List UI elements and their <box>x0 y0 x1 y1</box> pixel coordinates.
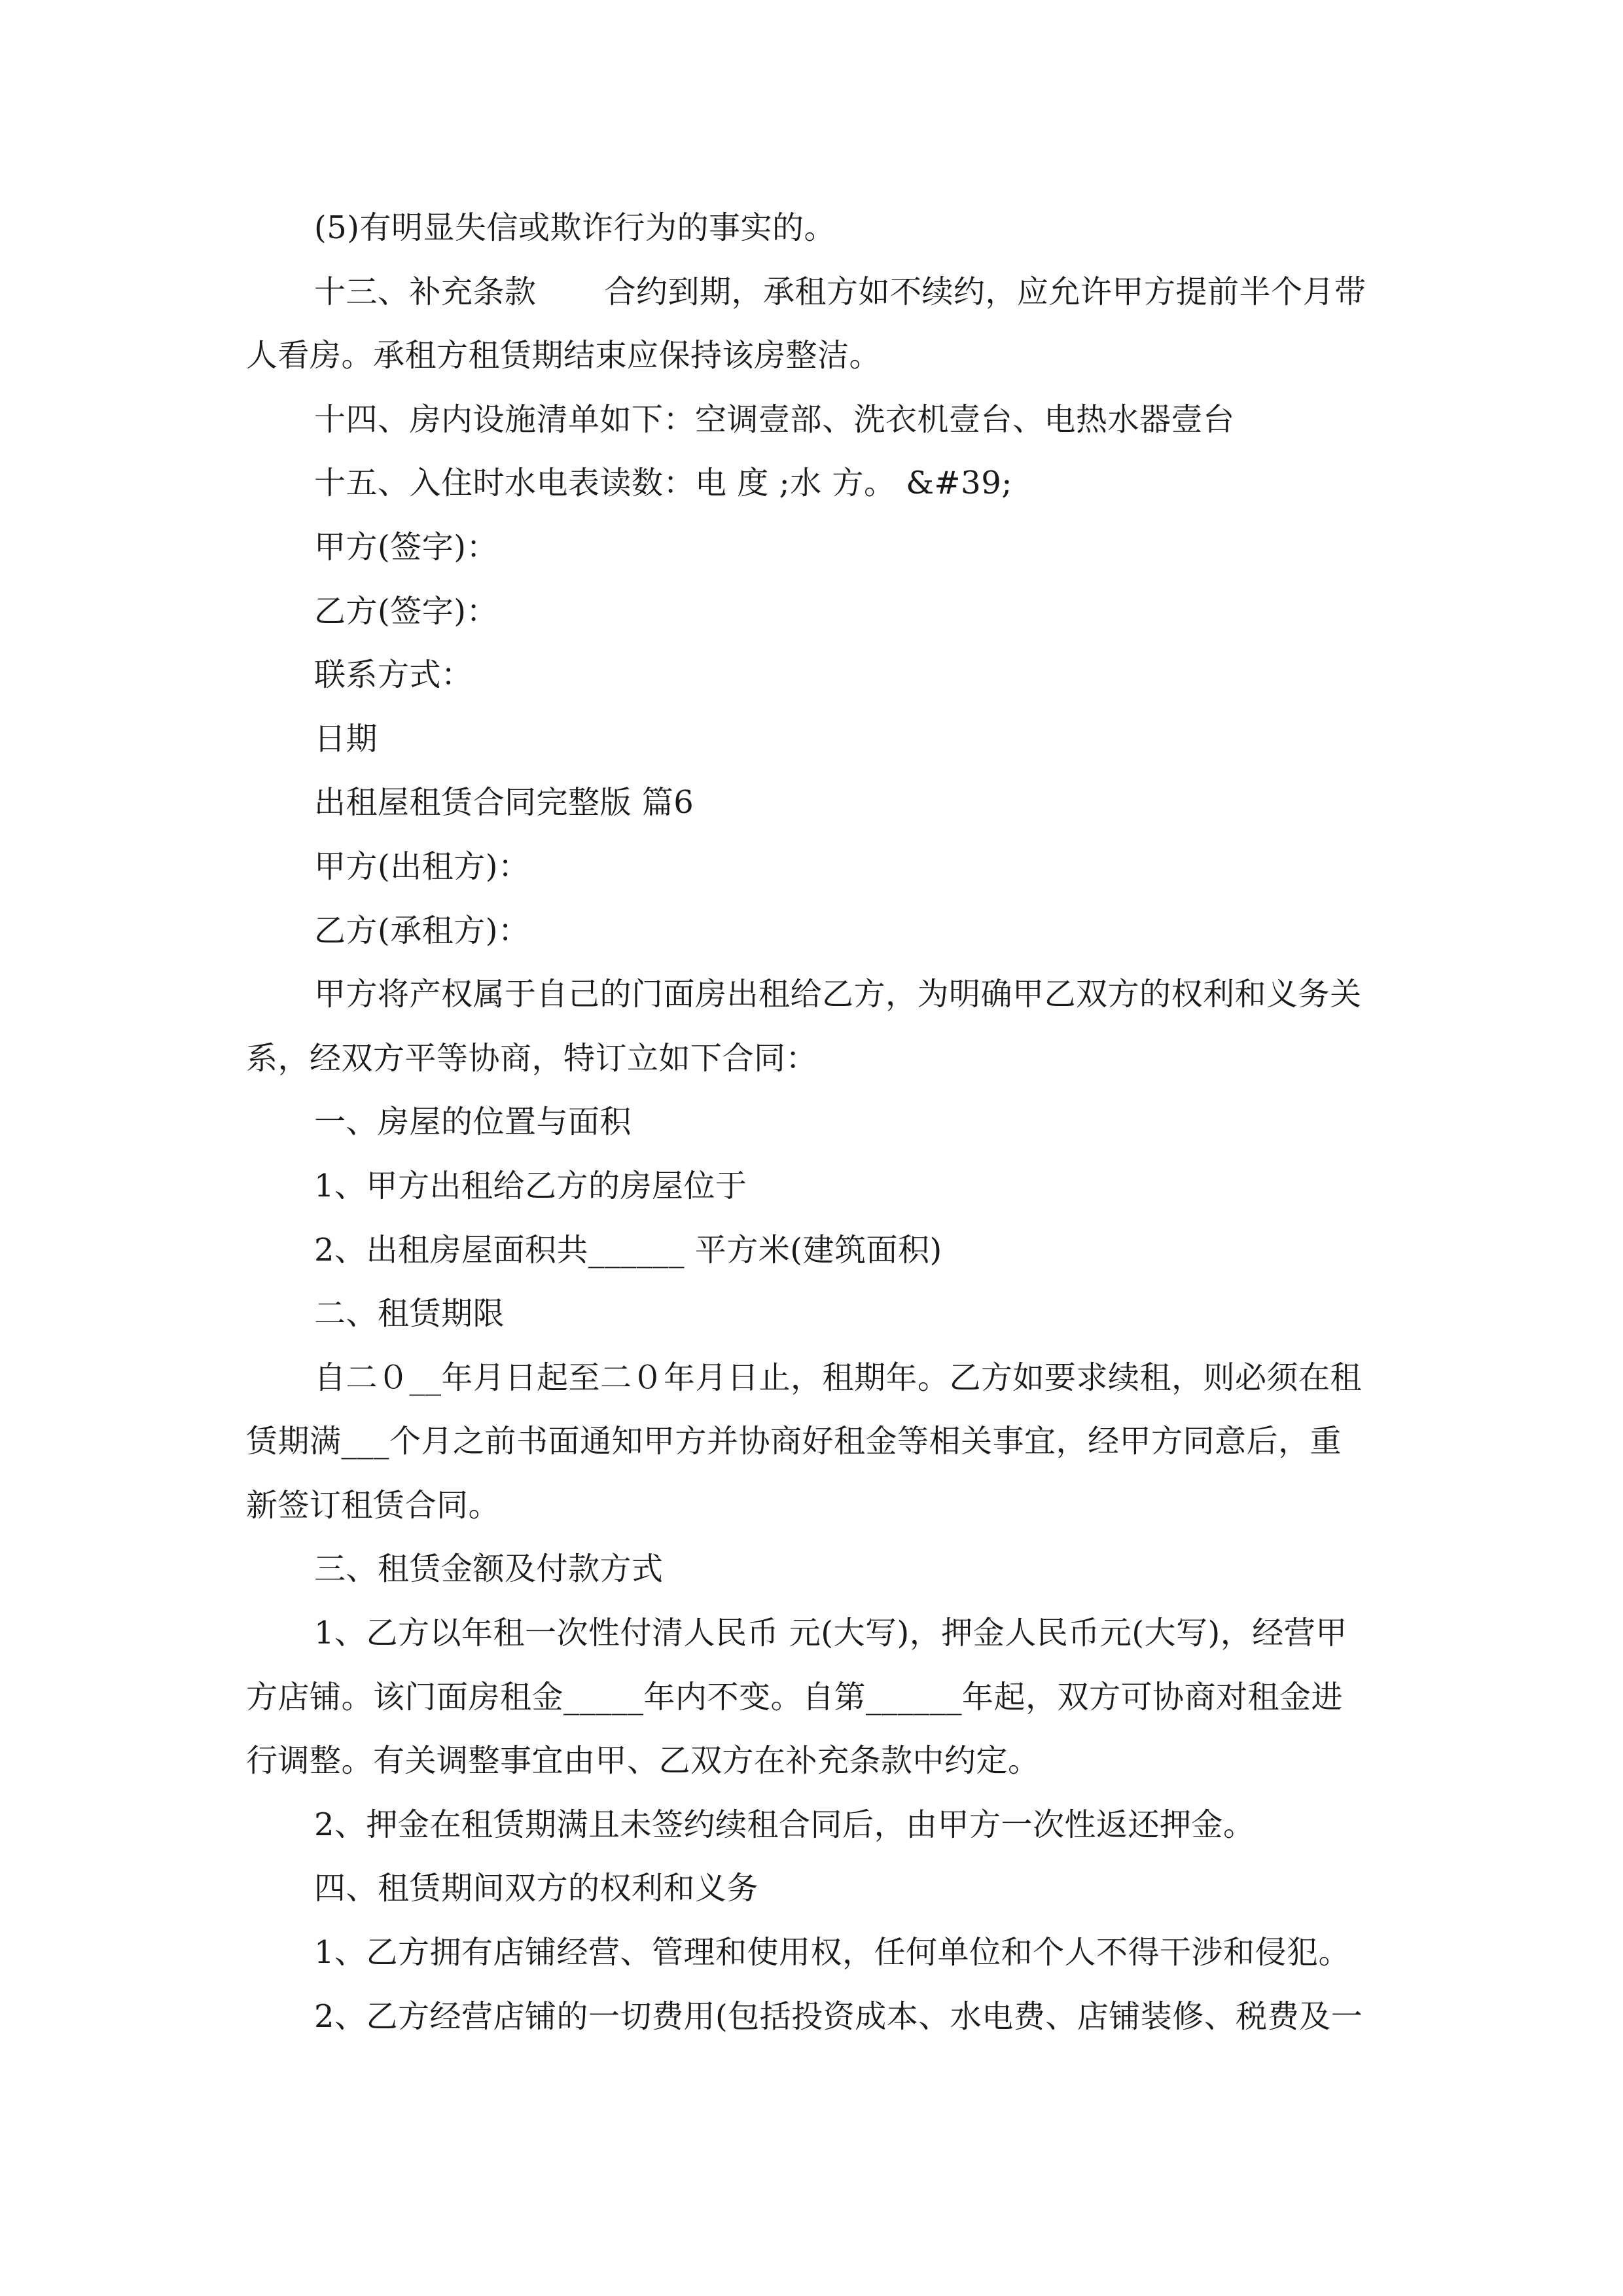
clause-13-heading: 十三、补充条款 <box>314 273 537 310</box>
paragraph-line: (5)有明显失信或欺诈行为的事实的。 <box>314 209 836 246</box>
paragraph-line: 人看房。承租方租赁期结束应保持该房整洁。 <box>246 337 882 374</box>
contact-info: 联系方式： <box>314 656 473 694</box>
clause-13-line <box>246 260 1385 325</box>
paragraph-line: 十五、入住时水电表读数：电 度 ;水 方。 &#39; <box>314 465 1012 502</box>
paragraph-line: 2、押金在租赁期满且未签约续租合同后，由甲方一次性返还押金。 <box>314 1806 1255 1843</box>
paragraph-line: 方店铺。该门面房租金_____年内不变。自第______年起，双方可协商对租金进 <box>246 1678 1344 1715</box>
date-label: 日期 <box>314 720 378 757</box>
paragraph-line: 十四、房内设施清单如下：空调壹部、洗衣机壹台、电热水器壹台 <box>314 401 1235 438</box>
paragraph-line: 1、甲方出租给乙方的房屋位于 <box>314 1167 747 1204</box>
paragraph-line: 甲方将产权属于自己的门面房出租给乙方，为明确甲乙双方的权利和义务关 <box>314 976 1362 1013</box>
signature-party-b: 乙方(签字)： <box>314 592 498 630</box>
paragraph-line: 2、乙方经营店铺的一切费用(包括投资成本、水电费、店铺装修、税费及一 <box>314 1998 1363 2035</box>
clause-heading: 二、租赁期限 <box>314 1295 505 1333</box>
party-b-lessee: 乙方(承租方)： <box>314 912 530 949</box>
paragraph-line: 系，经双方平等协商，特订立如下合同： <box>246 1039 818 1077</box>
paragraph-line: 1、乙方以年租一次性付清人民币 元(大写)，押金人民币元(大写)，经营甲 <box>314 1615 1347 1652</box>
paragraph-line: 2、出租房屋面积共______ 平方米(建筑面积) <box>314 1231 942 1268</box>
clause-heading: 三、租赁金额及付款方式 <box>314 1551 664 1588</box>
paragraph-line: 自二０__年月日起至二０年月日止，租期年。乙方如要求续租，则必须在租 <box>314 1359 1363 1396</box>
clause-13-text: 合约到期，承租方如不续约，应允许甲方提前半个月带 <box>604 273 1366 310</box>
paragraph-line: 行调整。有关调整事宜由甲、乙双方在补充条款中约定。 <box>246 1742 1040 1780</box>
clause-heading: 四、租赁期间双方的权利和义务 <box>314 1870 759 1907</box>
paragraph-line: 赁期满___个月之前书面通知甲方并协商好租金等相关事宜，经甲方同意后，重 <box>246 1423 1342 1460</box>
document-body <box>246 196 1385 2049</box>
section-title: 出租屋租赁合同完整版 篇6 <box>314 784 694 821</box>
clause-heading: 一、房屋的位置与面积 <box>314 1103 632 1141</box>
paragraph-line: 新签订租赁合同。 <box>246 1486 501 1524</box>
signature-party-a: 甲方(签字)： <box>314 528 498 565</box>
paragraph-line: 1、乙方拥有店铺经营、管理和使用权，任何单位和个人不得干涉和侵犯。 <box>314 1934 1351 1971</box>
party-a-lessor: 甲方(出租方)： <box>314 848 530 885</box>
